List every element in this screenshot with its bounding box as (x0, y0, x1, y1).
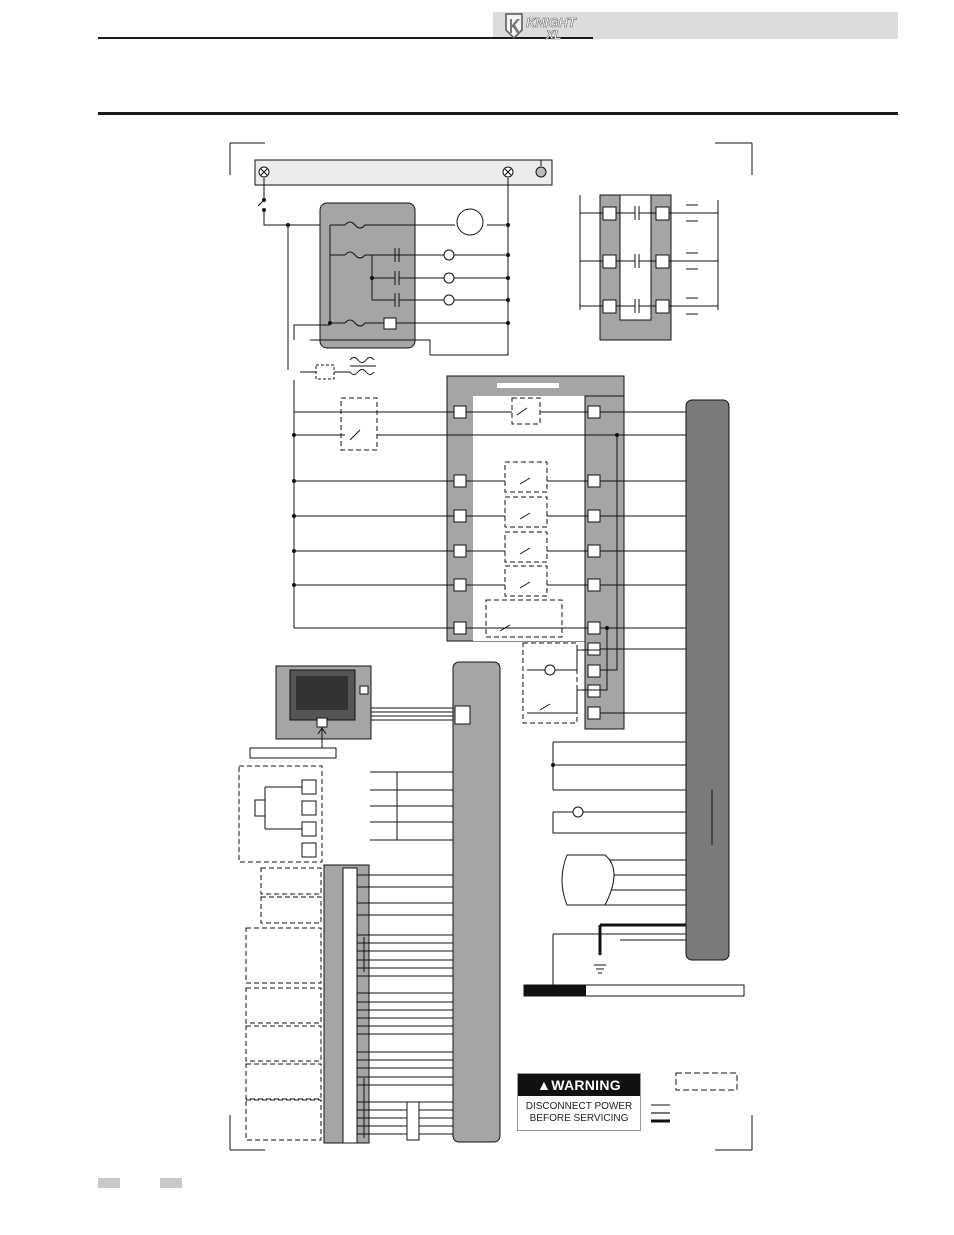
warning-heading: ▲WARNING (518, 1074, 640, 1096)
lower-control-panel (453, 662, 500, 1142)
sensor-block (239, 766, 322, 862)
display-module (276, 666, 455, 739)
bottom-terminal-strip (324, 865, 369, 1143)
power-strip (255, 160, 552, 185)
warning-triangle-icon: ▲ (537, 1077, 552, 1093)
svg-text:KNIGHT: KNIGHT (526, 15, 576, 30)
legend (651, 1073, 737, 1121)
relay-board (320, 203, 415, 348)
footer-tab-right (160, 1178, 182, 1188)
main-controller-panel (686, 400, 729, 960)
warning-label (517, 1073, 641, 1131)
footer-tab-left (98, 1178, 120, 1188)
pump-panel (580, 195, 718, 340)
warning-text: DISCONNECT POWER BEFORE SERVICING (525, 1101, 633, 1124)
svg-text:XL: XL (546, 28, 562, 42)
